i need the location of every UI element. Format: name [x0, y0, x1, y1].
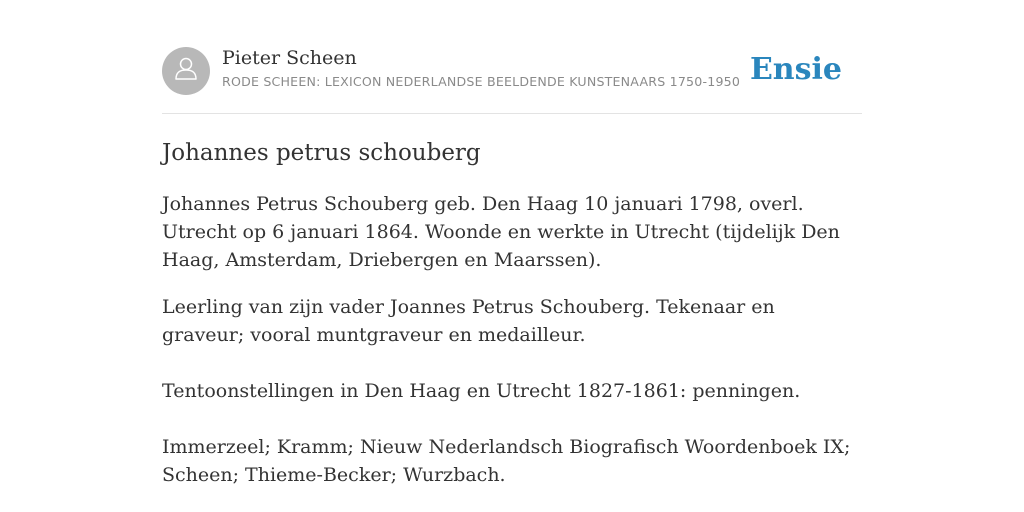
user-icon: [171, 54, 201, 89]
article-paragraph: Leerling van zijn vader Joannes Petrus Schouberg. Tekenaar en graveur; vooral muntgraveur en medailleur.: [162, 296, 775, 346]
source-label[interactable]: RODE SCHEEN: LEXICON NEDERLANDSE BEELDENDE KUNSTENAARS 1750-1950: [222, 74, 741, 89]
article-paragraph: Tentoonstellingen in Den Haag en Utrecht 1827-1861: penningen.: [162, 380, 801, 402]
article-title: Johannes petrus schouberg: [162, 140, 481, 166]
article-paragraph: Johannes Petrus Schouberg geb. Den Haag 10 januari 1798, overl. Utrecht op 6 januari 1864. Woonde en werkte in Utrecht (tijdelijk Den Haag, Amsterdam, Driebergen en Maarssen).: [162, 193, 840, 271]
author-name[interactable]: Pieter Scheen: [222, 47, 357, 69]
ensie-logo[interactable]: Ensie: [749, 52, 842, 87]
article-paragraph: Immerzeel; Kramm; Nieuw Nederlandsch Biografisch Woordenboek IX; Scheen; Thieme-Becker; Wurzbach.: [162, 436, 851, 486]
avatar[interactable]: [162, 47, 210, 95]
header: [162, 46, 862, 96]
article-body: [162, 190, 862, 508]
header-divider: [162, 113, 862, 114]
